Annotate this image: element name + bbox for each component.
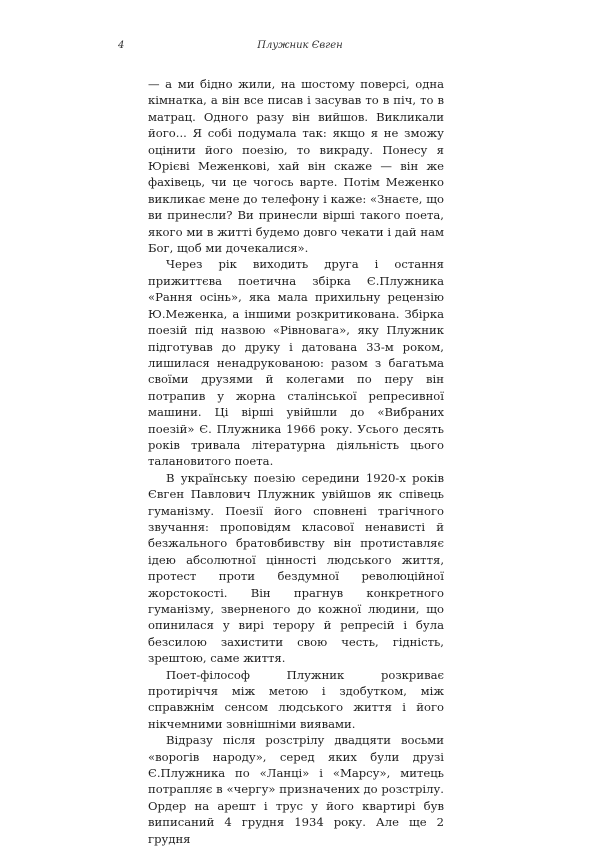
page-number: 4: [118, 40, 125, 51]
body-text: [148, 76, 444, 847]
paragraph-quote-continuation: — а ми бідно жили, на шостому поверсі, одна кімнатка, а він все писав і засував то в піч, то в матрац. Одного разу він вийшов. Викликали його... Я собі подумала так: якщо я не зможу оцінити його поезію, то викраду. Понесу я Юрієві Меженкові, хай він скаже — він же фахівець, чи це чогось варте. Потім Меженко викликає мене до телефону і каже: «Знаєте, що ви принесли? Ви принесли вірші такого поета, якого ми в житті будемо довго чекати і дай нам Бог, щоб ми дочекалися».: [148, 77, 444, 256]
paragraph-philosopher: Поет-філософ Плужник розкриває протиріччя між метою і здобутком, між справжнім сенсом людського життя і його нікчемними зовнішніми виявами.: [148, 667, 444, 731]
paragraph-second-collection: Через рік виходить друга і остання прижиттєва поетична збірка Є.Плужника «Рання осінь», яка мала прихильну рецензію Ю.Меженка, а іншими розкритикована. Збірка поезій під назвою «Рівновага», яку Плужник підготував до друку і датована 33-м роком, лишилася ненадрукованою: разом з багатьма своїми друзями й колегами по перу він потрапив у жорна сталінської репресивної машини. Ці вірші увійшли до «Вибраних поезій» Є. Плужника 1966 року. Усього десять років тривала літературна діяльність цього талановитого поета.: [148, 257, 444, 469]
paragraph-arrest: Відразу після розстрілу двадцяти восьми «ворогів народу», серед яких були друзі Є.Плужника по «Ланці» і «Марсу», митець потрапляє в «чергу» призначених до розстрілу. Ордер на арешт і трус у його квартирі був виписаний 4 грудня 1934 року. Але ще 2 грудня: [148, 733, 444, 846]
page-header: [118, 40, 482, 56]
paragraph-humanism: В українську поезію середини 1920-х років Євген Павлович Плужник увійшов як співець гуманізму. Поезії його сповнені трагічного звучання: проповідям класової ненависті й безжального братовбивству він протиставляє ідею абсолютної цінності людського життя, протест проти бездумної революційної жорстокості. Він прагнув конкретного гуманізму, зверненого до кожної людини, що опинилася у вирі терору й репресій і була безсилою захистити свою честь, гідність, зрештою, саме життя.: [148, 470, 444, 666]
running-title: Плужник Євген: [257, 40, 343, 51]
